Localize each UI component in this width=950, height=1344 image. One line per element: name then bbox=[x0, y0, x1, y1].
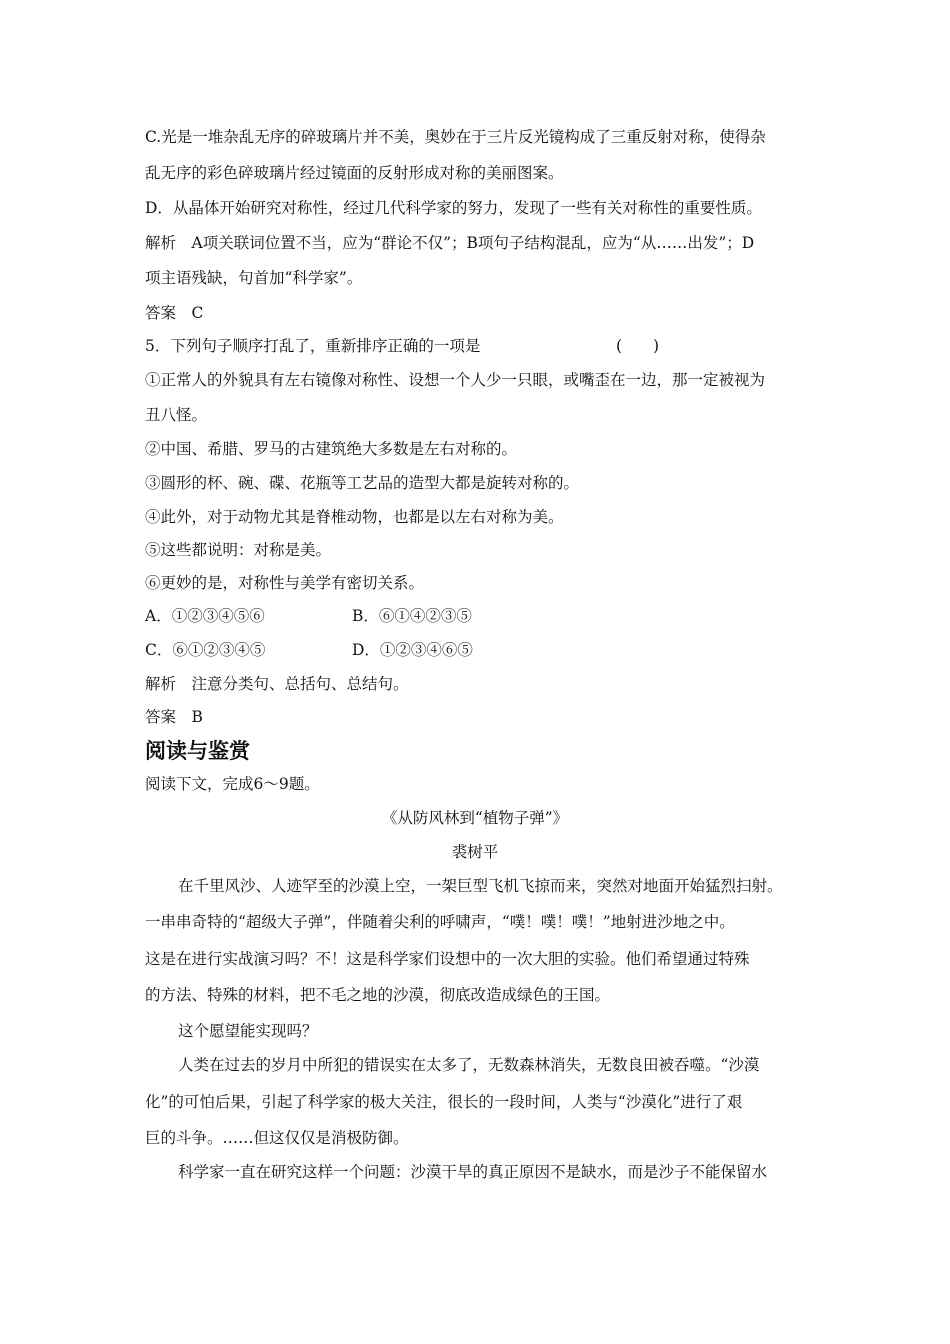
q5-stem: 5．下列句子顺序打乱了，重新排序正确的一项是 bbox=[145, 337, 481, 355]
article-title: 《从防风林到“植物子弹”》 bbox=[381, 809, 569, 827]
q4-option-c-line2: 乱无序的彩色碎玻璃片经过镜面的反射形成对称的美丽图案。 bbox=[145, 164, 564, 182]
paragraph-2: 这个愿望能实现吗？ bbox=[178, 1022, 318, 1040]
q5-analysis: 解析 注意分类句、总括句、总结句。 bbox=[145, 675, 409, 693]
q4-option-d: D．从晶体开始研究对称性，经过几代科学家的努力，发现了一些有关对称性的重要性质。 bbox=[145, 199, 762, 217]
q5-sentence-1-line2: 丑八怪。 bbox=[145, 406, 208, 424]
q5-option-a: A．①②③④⑤⑥ bbox=[145, 607, 265, 625]
paragraph-3-line2: 化”的可怕后果，引起了科学家的极大关注，很长的一段时间，人类与“沙漠化”进行了艰 bbox=[145, 1093, 743, 1111]
paragraph-1-line3: 这是在进行实战演习吗？不！这是科学家们设想中的一次大胆的实验。他们希望通过特殊 bbox=[145, 950, 750, 968]
q4-analysis-line2: 项主语残缺，句首加“科学家”。 bbox=[145, 269, 363, 287]
paragraph-3-line1: 人类在过去的岁月中所犯的错误实在太多了，无数森林消失，无数良田被吞噬。“沙漠 bbox=[178, 1056, 760, 1074]
q4-option-c-line1: C.光是一堆杂乱无序的碎玻璃片并不美，奥妙在于三片反光镜构成了三重反射对称，使得杂 bbox=[145, 128, 766, 146]
q5-option-b: B．⑥①④②③⑤ bbox=[352, 607, 472, 625]
section-heading: 阅读与鉴赏 bbox=[145, 739, 250, 763]
paragraph-1-line1: 在千里风沙、人迹罕至的沙漠上空，一架巨型飞机飞掠而来，突然对地面开始猛烈扫射。 bbox=[178, 877, 783, 895]
q5-sentence-3: ③圆形的杯、碗、碟、花瓶等工艺品的造型大都是旋转对称的。 bbox=[145, 474, 580, 492]
q5-answer-paren: ( ) bbox=[616, 337, 660, 355]
q5-option-d: D．①②③④⑥⑤ bbox=[352, 641, 473, 659]
reading-instruction: 阅读下文，完成6～9题。 bbox=[145, 775, 320, 793]
q5-sentence-6: ⑥更妙的是，对称性与美学有密切关系。 bbox=[145, 574, 425, 592]
q4-analysis-line1: 解析 A项关联词位置不当，应为“群论不仅”；B项句子结构混乱，应为“从……出发”；D bbox=[145, 234, 755, 252]
q5-option-c: C．⑥①②③④⑤ bbox=[145, 641, 266, 659]
q5-sentence-4: ④此外，对于动物尤其是脊椎动物，也都是以左右对称为美。 bbox=[145, 508, 564, 526]
q4-answer: 答案 C bbox=[145, 304, 204, 322]
paragraph-3-line3: 巨的斗争。……但这仅仅是消极防御。 bbox=[145, 1129, 409, 1147]
q5-answer: 答案 B bbox=[145, 708, 203, 726]
paragraph-1-line4: 的方法、特殊的材料，把不毛之地的沙漠，彻底改造成绿色的王国。 bbox=[145, 986, 611, 1004]
paragraph-4-line1: 科学家一直在研究这样一个问题：沙漠干旱的真正原因不是缺水，而是沙子不能保留水 bbox=[178, 1163, 768, 1181]
article-author: 裘树平 bbox=[451, 843, 499, 861]
q5-sentence-2: ②中国、希腊、罗马的古建筑绝大多数是左右对称的。 bbox=[145, 440, 518, 458]
q5-sentence-1-line1: ①正常人的外貌具有左右镜像对称性、设想一个人少一只眼，或嘴歪在一边，那一定被视为 bbox=[145, 371, 766, 389]
paragraph-1-line2: 一串串奇特的“超级大子弹”，伴随着尖利的呼啸声，“噗！噗！噗！”地射进沙地之中。 bbox=[145, 913, 735, 931]
q5-sentence-5: ⑤这些都说明：对称是美。 bbox=[145, 541, 332, 559]
